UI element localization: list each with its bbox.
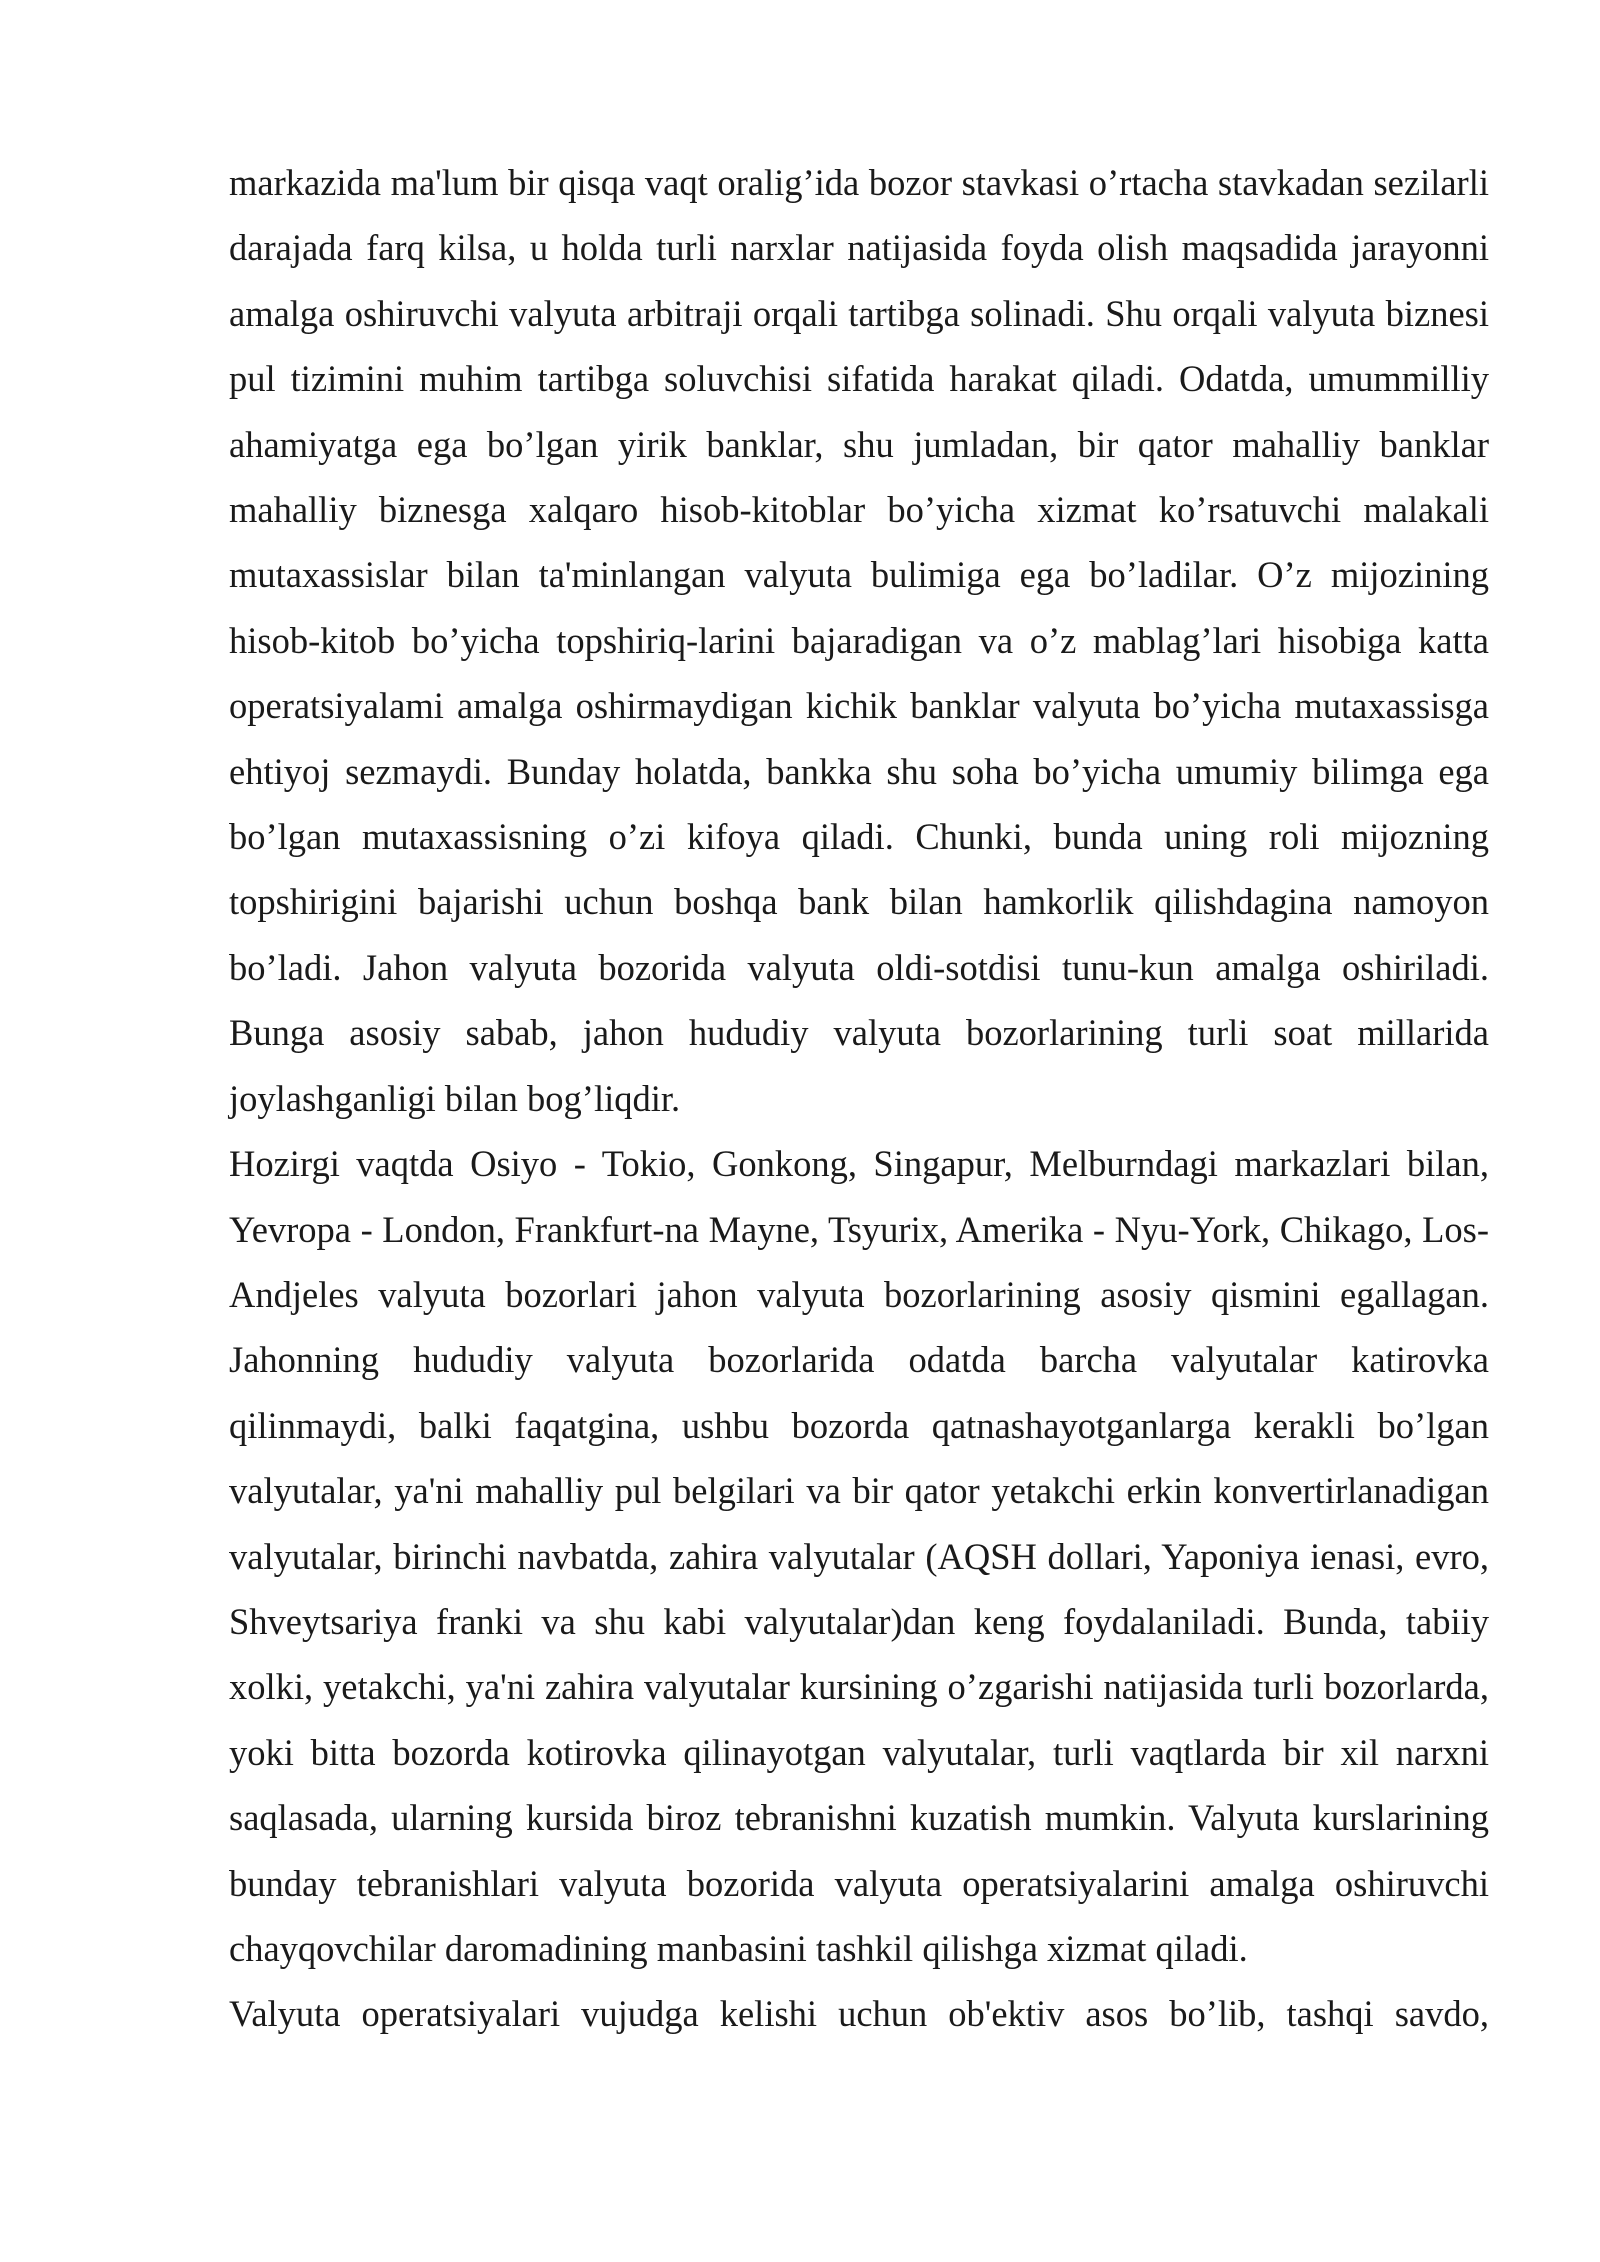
paragraph-2: Hozirgi vaqtda Osiyo - Tokio, Gonkong, Singapur, Melburndagi markazlari bilan, Yevropa - London, Frankfurt-na Mayne, Tsyurix, Amerika - Nyu-York, Chikago, Los-Andjeles valyuta bozorlari jahon valyuta bozorlarining asosiy qismini egallagan. Jahonning hududiy valyuta bozorlarida odatda barcha valyutalar katirovka qilinmaydi, balki faqatgina, ushbu bozorda qatnashayotganlarga kerakli bo’lgan valyutalar, ya'ni mahalliy pul belgilari va bir qator yetakchi erkin konvertirlanadigan valyutalar, birinchi navbatda, zahira valyutalar (AQSH dollari, Yaponiya ienasi, evro, Shveytsariya franki va shu kabi valyutalar)dan keng foydalaniladi. Bunda, tabiiy xolki, yetakchi, ya'ni zahira valyutalar kursining o’zgarishi natijasida turli bozorlarda, yoki bitta bozorda kotirovka qilinayotgan valyutalar, turli vaqtlarda bir xil narxni saqlasada, ularning kursida biroz tebranishni kuzatish mumkin. Valyuta kurslarining bunday tebranishlari valyuta bozorida valyuta operatsiyalarini amalga oshiruvchi chayqovchilar daromadining manbasini tashkil qilishga xizmat qiladi. <box>229 1143 1489 1969</box>
body-text <box>229 150 1489 2047</box>
paragraph-3: Valyuta operatsiyalari vujudga kelishi uchun ob'ektiv asos bo’lib, tashqi savdo, <box>229 1993 1489 2035</box>
paragraph-1: markazida ma'lum bir qisqa vaqt oralig’ida bozor stavkasi o’rtacha stavkadan sezilarli darajada farq kilsa, u holda turli narxlar natijasida foyda olish maqsadida jarayonni amalga oshiruvchi valyuta arbitraji orqali tartibga solinadi. Shu orqali valyuta biznesi pul tizimini muhim tartibga soluvchisi sifatida harakat qiladi. Odatda, umummilliy ahamiyatga ega bo’lgan yirik banklar, shu jumladan, bir qator mahalliy banklar mahalliy biznesga xalqaro hisob-kitoblar bo’yicha xizmat ko’rsatuvchi malakali mutaxassislar bilan ta'minlangan valyuta bulimiga ega bo’ladilar. O’z mijozining hisob-kitob bo’yicha topshiriq-larini bajaradigan va o’z mablag’lari hisobiga katta operatsiyalami amalga oshirmaydigan kichik banklar valyuta bo’yicha mutaxassisga ehtiyoj sezmaydi. Bunday holatda, bankka shu soha bo’yicha umumiy bilimga ega bo’lgan mutaxassisning o’zi kifoya qiladi. Chunki, bunda uning roli mijozning topshirigini bajarishi uchun boshqa bank bilan hamkorlik qilishdagina namoyon bo’ladi. Jahon valyuta bozorida valyuta oldi-sotdisi tunu-kun amalga oshiriladi. Bunga asosiy sabab, jahon hududiy valyuta bozorlarining turli soat millarida joylashganligi bilan bog’liqdir. <box>229 162 1489 1119</box>
